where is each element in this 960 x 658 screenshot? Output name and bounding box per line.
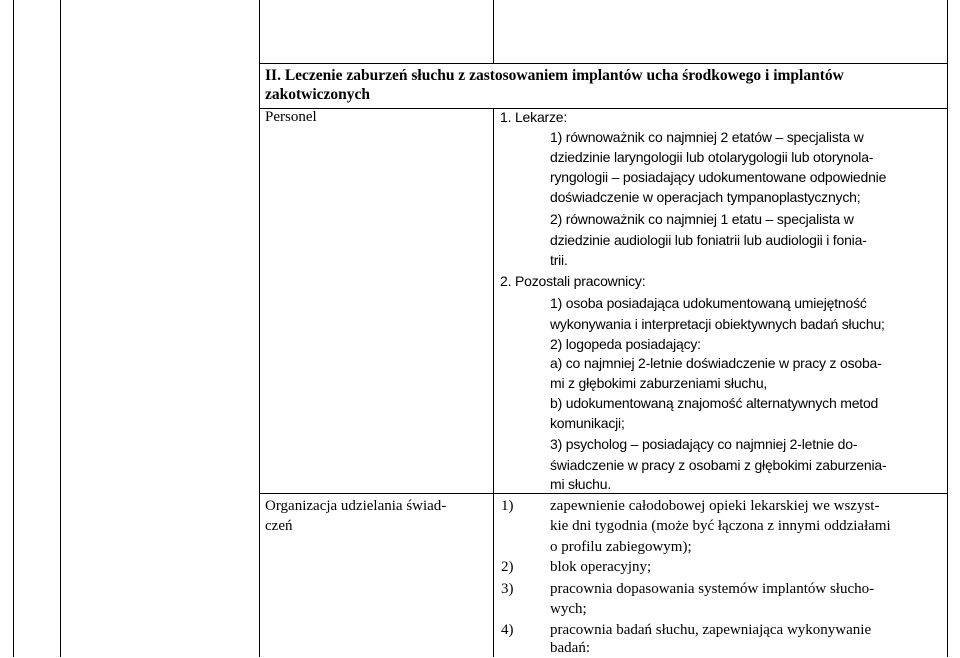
table-left-border-outer	[13, 0, 14, 657]
personel-item-6: 2) równoważnik co najmniej 1 etatu – specjalista w	[550, 211, 854, 227]
table-column-divider-a	[259, 0, 260, 657]
personel-item-15: b) udokumentowaną znajomość alternatywnych metod	[550, 395, 879, 411]
personel-item-16: komunikacji;	[550, 415, 625, 431]
table-column-divider-b	[493, 0, 494, 64]
table-column-divider-c	[493, 108, 494, 657]
heading-row-bottom-border	[259, 108, 948, 109]
organizacja-item-4-line2: badań:	[550, 640, 590, 656]
personel-item-10: 1) osoba posiadająca udokumentowaną umiejętność	[550, 295, 867, 311]
table-left-border-inner	[60, 0, 61, 657]
personel-item-13: a) co najmniej 2-letnie doświadczenie w pracy z osoba-	[550, 355, 882, 371]
organizacja-item-1-line1: zapewnienie całodobowej opieki lekarskiej we wszyst-	[550, 498, 880, 514]
personel-item-8: trii.	[550, 252, 568, 268]
organizacja-item-1-line3: o profilu zabiegowym);	[550, 539, 692, 555]
organizacja-item-2-line1: blok operacyjny;	[550, 559, 652, 575]
organizacja-item-4-number: 4)	[501, 622, 514, 638]
organizacja-label-line2: czeń	[265, 518, 293, 534]
personel-item-1: 1. Lekarze:	[500, 109, 568, 125]
personel-item-4: ryngologii – posiadający udokumentowane odpowiednie	[550, 169, 887, 185]
section-heading-line1: II. Leczenie zaburzeń słuchu z zastosowaniem implantów ucha środkowego i implantów	[265, 67, 844, 84]
organizacja-item-2-number: 2)	[501, 559, 514, 575]
personel-item-5: doświadczenie w operacjach tympanoplastycznych;	[550, 189, 861, 205]
personel-item-9: 2. Pozostali pracownicy:	[500, 273, 646, 289]
personel-item-3: dziedzinie laryngologii lub otolarygologii lub otorynola-	[550, 149, 874, 165]
personel-item-17: 3) psycholog – posiadający co najmniej 2-letnie do-	[550, 436, 858, 452]
organizacja-item-4-line1: pracownia badań słuchu, zapewniająca wykonywanie	[550, 622, 872, 638]
heading-row-top-border	[259, 63, 948, 64]
table-right-border	[947, 0, 948, 657]
personel-item-19: mi słuchu.	[550, 476, 612, 492]
personel-item-11: wykonywania i interpretacji obiektywnych badań słuchu;	[550, 316, 885, 332]
personel-label: Personel	[265, 109, 317, 125]
organizacja-item-3-number: 3)	[501, 581, 514, 597]
section-heading-line2: zakotwiczonych	[265, 86, 371, 103]
personel-item-12: 2) logopeda posiadający:	[550, 336, 701, 352]
organizacja-item-3-line1: pracownia dopasowania systemów implantów słucho-	[550, 581, 875, 597]
personel-item-14: mi z głębokimi zaburzeniami słuchu,	[550, 375, 768, 391]
organizacja-item-1-line2: kie dni tygodnia (może być łączona z innymi oddziałami	[550, 518, 891, 534]
organizacja-item-1-number: 1)	[501, 498, 514, 514]
organizacja-item-3-line2: wych;	[550, 601, 587, 617]
personel-item-2: 1) równoważnik co najmniej 2 etatów – specjalista w	[550, 129, 864, 145]
personel-item-18: świadczenie w pracy z osobami z głębokimi zaburzenia-	[550, 457, 887, 473]
organizacja-label-line1: Organizacja udzielania świad-	[265, 498, 447, 514]
personel-item-7: dziedzinie audiologii lub foniatrii lub audiologii i fonia-	[550, 232, 867, 248]
